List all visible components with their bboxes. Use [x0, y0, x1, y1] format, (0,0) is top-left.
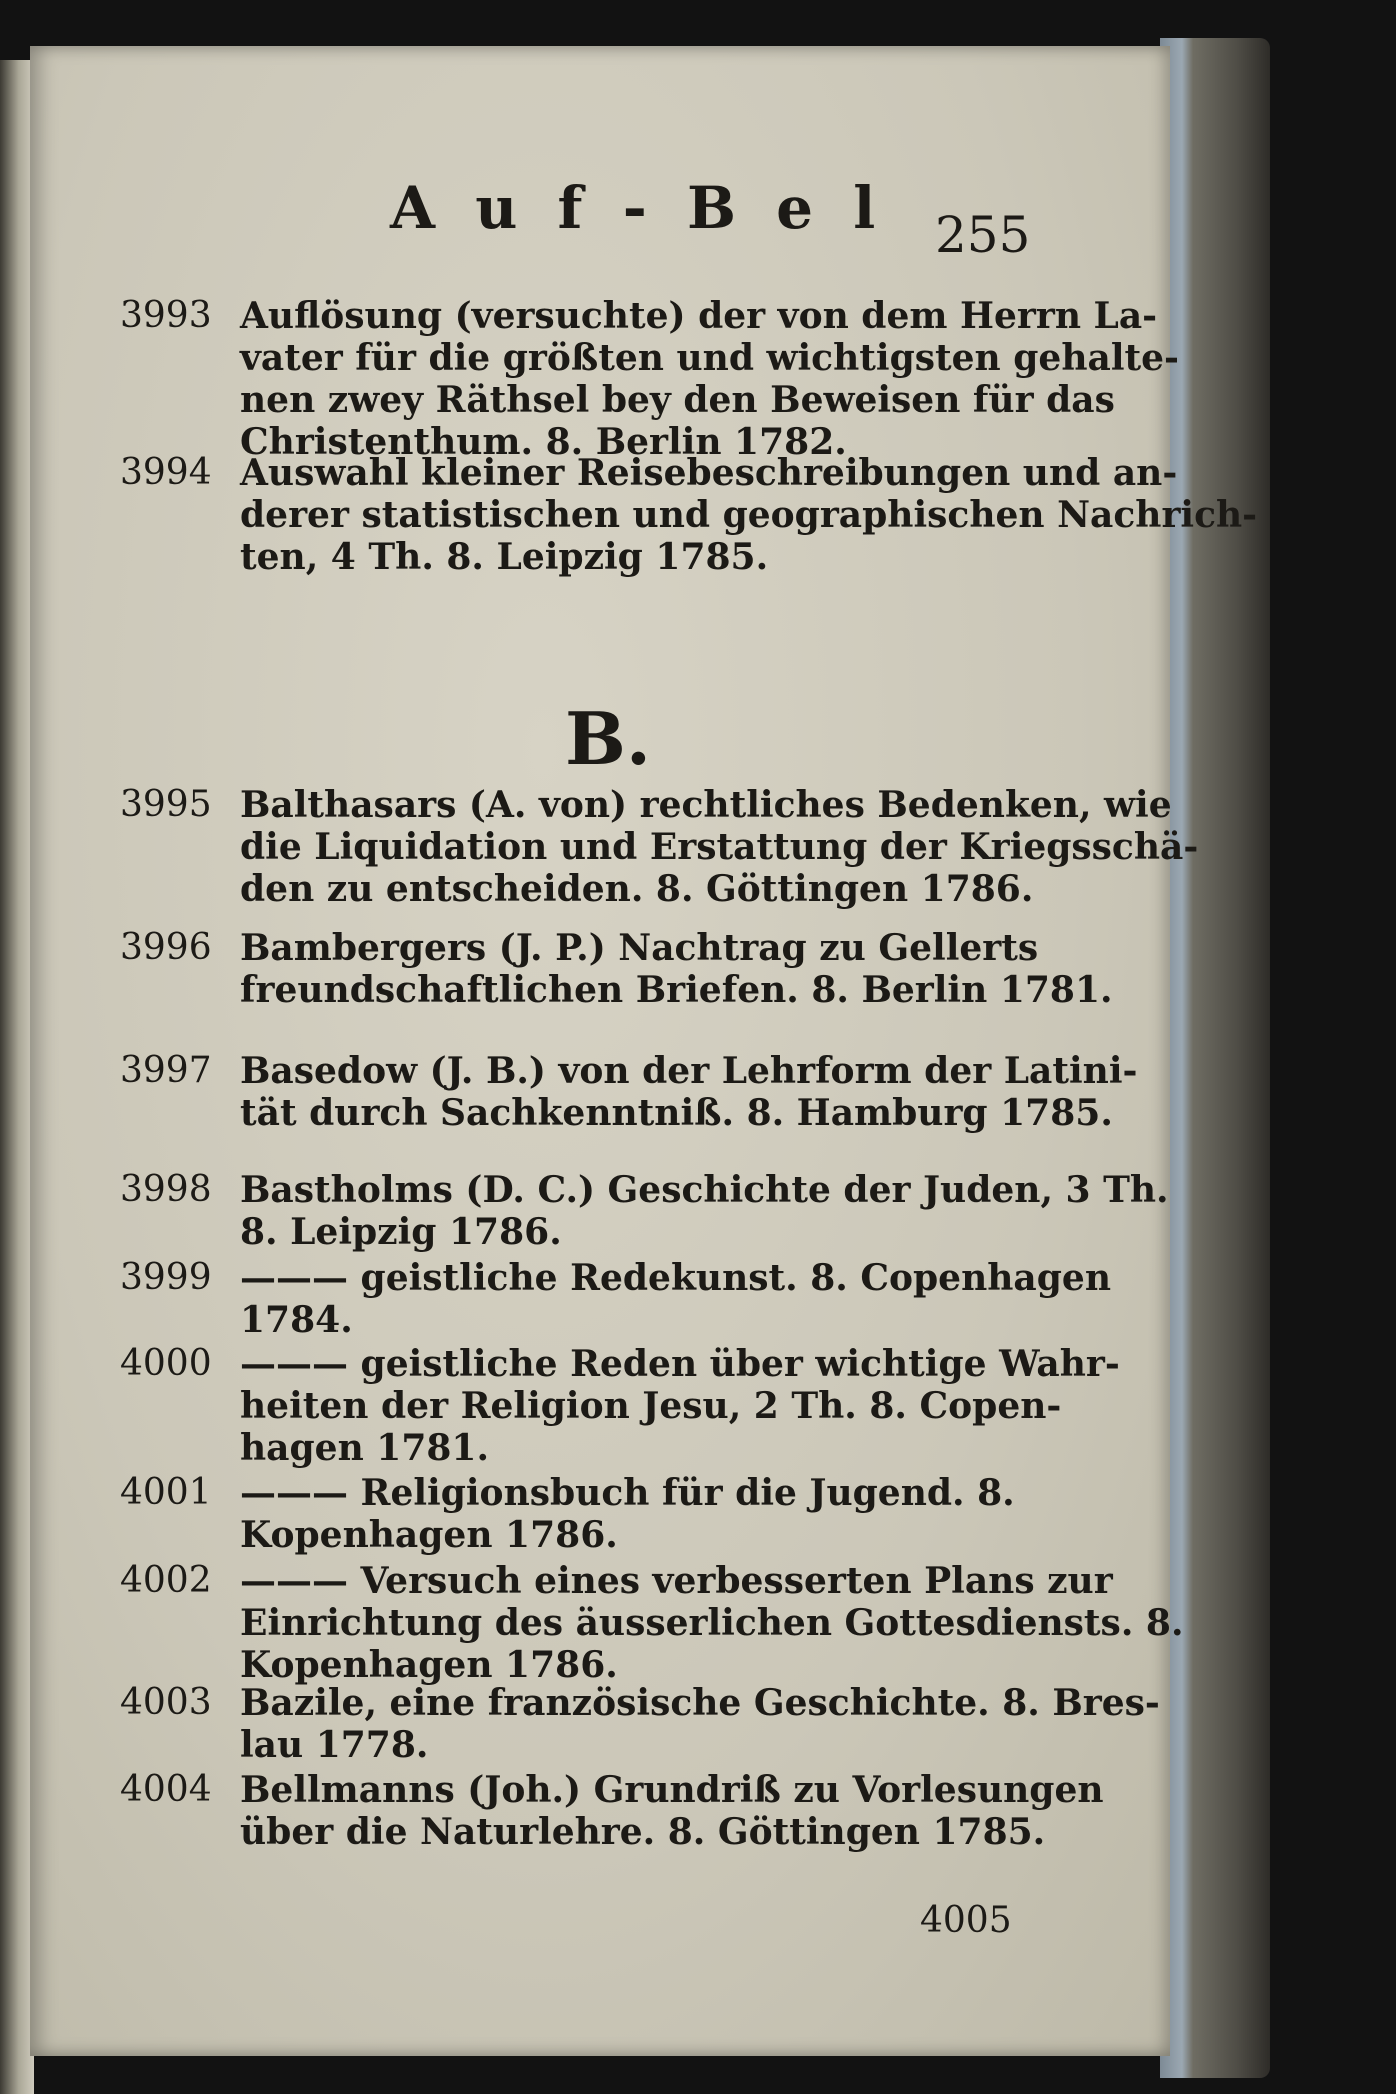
- entry-line: Balthasars (A. von) rechtliches Bedenken, wie: [240, 784, 1172, 826]
- entry-line: derer statistischen und geographischen Nachrich-: [240, 494, 1258, 536]
- entry-line: 8. Leipzig 1786.: [240, 1211, 562, 1253]
- entry-line: Bambergers (J. P.) Nachtrag zu Gellerts: [240, 927, 1039, 969]
- entry-number: 4001: [120, 1472, 212, 1513]
- entry-line: nen zwey Räthsel bey den Beweisen für das: [240, 379, 1115, 421]
- entry-number: 3993: [120, 295, 212, 336]
- book-page: [30, 46, 1258, 2056]
- entry-line: Auflösung (versuchte) der von dem Herrn La-: [240, 295, 1158, 337]
- entry-line: Bellmanns (Joh.) Grundriß zu Vorlesungen: [240, 1769, 1104, 1811]
- entry-number: 3997: [120, 1050, 212, 1091]
- entry-line: ——— geistliche Redekunst. 8. Copenhagen: [240, 1257, 1111, 1299]
- entry-line: Einrichtung des äusserlichen Gottesdiensts. 8.: [240, 1602, 1184, 1644]
- entry-line: vater für die größten und wichtigsten gehalte-: [240, 337, 1179, 379]
- entry-line: ——— geistliche Reden über wichtige Wahr-: [240, 1343, 1120, 1385]
- entry-number: 3996: [120, 927, 212, 968]
- entry-number: 3998: [120, 1169, 212, 1210]
- entry-line: ten, 4 Th. 8. Leipzig 1785.: [240, 536, 769, 578]
- entry-line: ——— Versuch eines verbesserten Plans zur: [240, 1560, 1113, 1602]
- entry-line: Christenthum. 8. Berlin 1782.: [240, 421, 847, 463]
- running-head: A u f - B e l: [390, 174, 886, 242]
- entry-line: 1784.: [240, 1299, 353, 1341]
- catchword: 4005: [920, 1900, 1012, 1941]
- entry-number: 3994: [120, 452, 212, 493]
- entry-number: 3999: [120, 1257, 212, 1298]
- entry-line: lau 1778.: [240, 1724, 429, 1766]
- entry-line: Basedow (J. B.) von der Lehrform der Latini-: [240, 1050, 1138, 1092]
- section-letter: B.: [565, 696, 651, 781]
- entry-number: 4003: [120, 1682, 212, 1723]
- entry-number: 4000: [120, 1343, 212, 1384]
- entry-line: freundschaftlichen Briefen. 8. Berlin 1781.: [240, 969, 1113, 1011]
- page-number: 255: [935, 206, 1031, 264]
- page-content: [30, 46, 1258, 2056]
- entry-line: über die Naturlehre. 8. Göttingen 1785.: [240, 1811, 1046, 1853]
- entry-line: hagen 1781.: [240, 1427, 490, 1469]
- entry-number: 4002: [120, 1560, 212, 1601]
- entry-line: Kopenhagen 1786.: [240, 1644, 618, 1686]
- entry-line: tät durch Sachkenntniß. 8. Hamburg 1785.: [240, 1092, 1113, 1134]
- left-page-edge: [0, 60, 34, 2094]
- entry-line: Auswahl kleiner Reisebeschreibungen und an-: [240, 452, 1178, 494]
- entry-line: die Liquidation und Erstattung der Kriegsschä-: [240, 826, 1199, 868]
- entry-number: 3995: [120, 784, 212, 825]
- entry-line: den zu entscheiden. 8. Göttingen 1786.: [240, 868, 1034, 910]
- entry-line: Bazile, eine französische Geschichte. 8. Bres-: [240, 1682, 1160, 1724]
- entry-line: Bastholms (D. C.) Geschichte der Juden, 3 Th.: [240, 1169, 1169, 1211]
- entry-number: 4004: [120, 1769, 212, 1810]
- entry-line: ——— Religionsbuch für die Jugend. 8.: [240, 1472, 1015, 1514]
- entry-line: heiten der Religion Jesu, 2 Th. 8. Copen-: [240, 1385, 1062, 1427]
- entry-line: Kopenhagen 1786.: [240, 1514, 618, 1556]
